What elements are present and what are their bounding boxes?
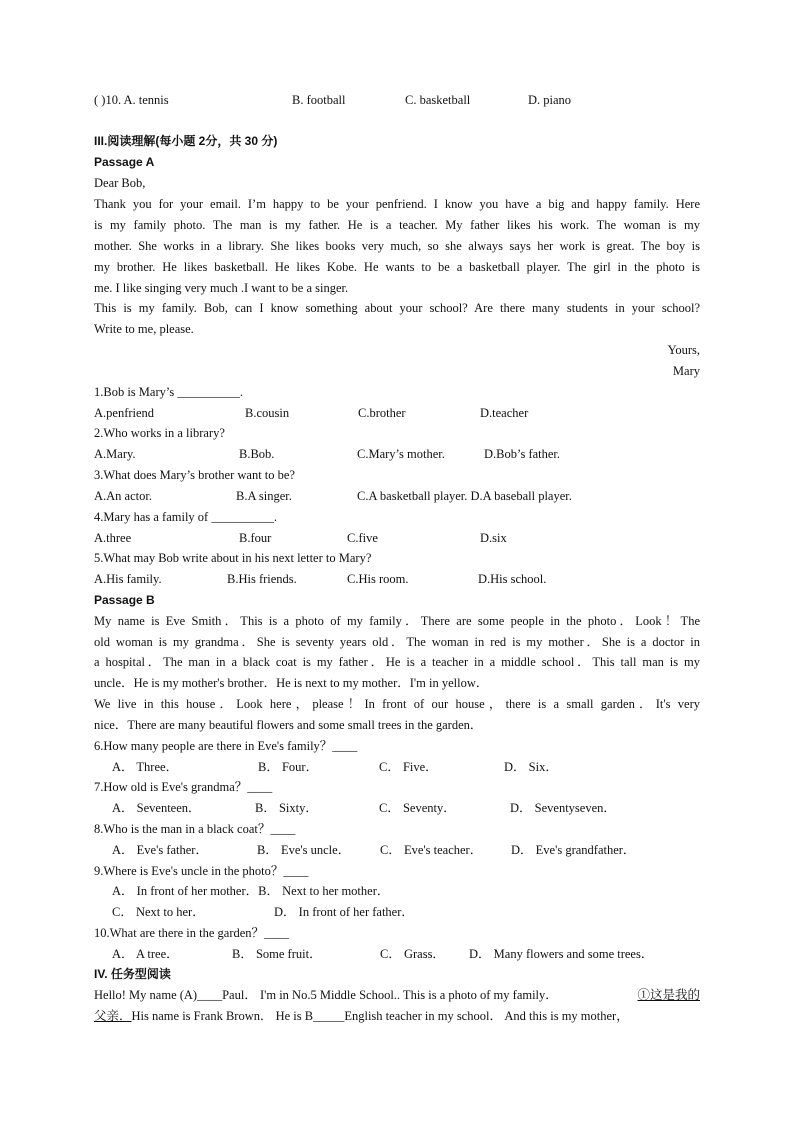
passage-line: mother. She works in a library. She likes books very much, so she always says her work is great. The boy is <box>94 239 700 253</box>
question: 1.Bob is Mary’s __________. <box>94 385 243 399</box>
option-d: D.six <box>480 531 507 545</box>
passage-b-label: Passage B <box>94 593 155 607</box>
option-c: C． Next to her． <box>112 905 205 919</box>
option-c: C.A basketball player. D.A baseball player. <box>357 489 572 503</box>
option-b: B.cousin <box>245 406 290 420</box>
passage-line: Thank you for your email. I’m happy to be your penfriend. I know you have a big and happy family. Here <box>94 197 700 211</box>
section-title: III.阅读理解(每小题 2分，共 30 分) <box>94 134 278 148</box>
question: 10.What are there in the garden？____ <box>94 926 290 940</box>
option-a: A． Three． <box>112 760 179 774</box>
option-a-b: A． In front of her mother．B． Next to her mother． <box>112 884 390 898</box>
option-c: C. basketball <box>405 93 471 107</box>
option-d: D． Many flowers and some trees． <box>469 947 654 961</box>
question: 6.How many people are there in Eve's family？____ <box>94 739 358 753</box>
option-a: A． Eve's father． <box>112 843 208 857</box>
option-d: D． Seventyseven． <box>510 801 616 815</box>
option-c: C.His room. <box>347 572 409 586</box>
letter-signature: Mary <box>672 364 700 378</box>
option-b: B.four <box>239 531 272 545</box>
question: 9.Where is Eve's uncle in the photo？____ <box>94 864 309 878</box>
option-b: B.His friends. <box>227 572 297 586</box>
question: 3.What does Mary’s brother want to be? <box>94 468 295 482</box>
option-a: A.Mary. <box>94 447 136 461</box>
task-passage-line <box>94 987 700 1003</box>
passage-a-label: Passage A <box>94 155 155 169</box>
option-a: A． A tree． <box>112 947 179 961</box>
option-c: C.five <box>347 531 378 545</box>
option-c: C． Seventy． <box>379 801 456 815</box>
option-d: D.teacher <box>480 406 529 420</box>
option-c: C.Mary’s mother. <box>357 447 445 461</box>
question: 5.What may Bob write about in his next letter to Mary? <box>94 551 372 565</box>
question: 8.Who is the man in a black coat？____ <box>94 822 296 836</box>
task-text: Hello! My name (A)____Paul． I'm in No.5 Middle School.. This is a photo of my family． <box>94 988 558 1002</box>
option-a: A.His family. <box>94 572 162 586</box>
option-b: B.A singer. <box>236 489 292 503</box>
question: 7.How old is Eve's grandma？____ <box>94 780 273 794</box>
option-b: B.Bob. <box>239 447 275 461</box>
letter-greeting: Dear Bob, <box>94 176 146 190</box>
section-title: IV. 任务型阅读 <box>94 967 171 981</box>
option-d: D． Six． <box>504 760 558 774</box>
option-c: C． Five． <box>379 760 438 774</box>
letter-closing: Yours, <box>667 343 700 357</box>
question: 2.Who works in a library? <box>94 426 225 440</box>
task-passage-line <box>94 1008 700 1024</box>
option-d: D.Bob’s father. <box>484 447 561 461</box>
option-c: C． Grass． <box>380 947 445 961</box>
question: 4.Mary has a family of __________. <box>94 510 277 524</box>
passage-line: My name is Eve Smith．This is a photo of my family．There are some people in the photo．Look！The <box>94 614 700 628</box>
passage-line: my brother. He likes basketball. He likes Kobe. He wants to be a basketball player. The girl in the photo is <box>94 260 700 274</box>
task-text: His name is Frank Brown． He is B_____English teacher in my school． And this is my mother， <box>131 1009 629 1023</box>
passage-line: a hospital．The man in a black coat is my father．He is a teacher in a middle school．This tall man is my <box>94 655 700 669</box>
passage-line: old woman is my grandma．She is seventy years old．The woman in red is my mother．She is a doctor in <box>94 635 700 649</box>
option-d: D． Eve's grandfather． <box>511 843 636 857</box>
option-c: C.brother <box>358 406 406 420</box>
question-number: ( )10. A. tennis <box>94 93 169 107</box>
passage-line: nice．There are many beautiful flowers and some small trees in the garden． <box>94 718 483 732</box>
option-c: C． Eve's teacher． <box>380 843 483 857</box>
option-a: A.An actor. <box>94 489 152 503</box>
passage-line: Write to me, please. <box>94 322 194 336</box>
option-a: A.three <box>94 531 132 545</box>
passage-line: We live in this house．Look here，please！In front of our house，there is a small garden．It's very <box>94 697 700 711</box>
option-b: B． Eve's uncle． <box>257 843 351 857</box>
option-b: B． Some fruit． <box>232 947 322 961</box>
option-d: D. piano <box>528 93 572 107</box>
passage-line: is my family photo. The man is my father. He is a teacher. My father likes his work. The woman is my <box>94 218 700 232</box>
option-b: B． Sixty． <box>255 801 318 815</box>
option-b: B． Four． <box>258 760 319 774</box>
option-a: A． Seventeen． <box>112 801 201 815</box>
passage-line: This is my family. Bob, can I know something about your school? Are there many students in your school? <box>94 301 700 315</box>
translation-prompt: 父亲． <box>94 1009 132 1023</box>
option-d: D． In front of her father． <box>274 905 414 919</box>
translation-prompt: ①这是我的 <box>637 988 700 1002</box>
passage-line: me. I like singing very much .I want to be a singer. <box>94 281 349 295</box>
passage-line: uncle．He is my mother's brother．He is next to my mother．I'm in yellow． <box>94 676 489 690</box>
option-d: D.His school. <box>478 572 547 586</box>
option-a: A.penfriend <box>94 406 155 420</box>
option-b: B. football <box>292 93 346 107</box>
